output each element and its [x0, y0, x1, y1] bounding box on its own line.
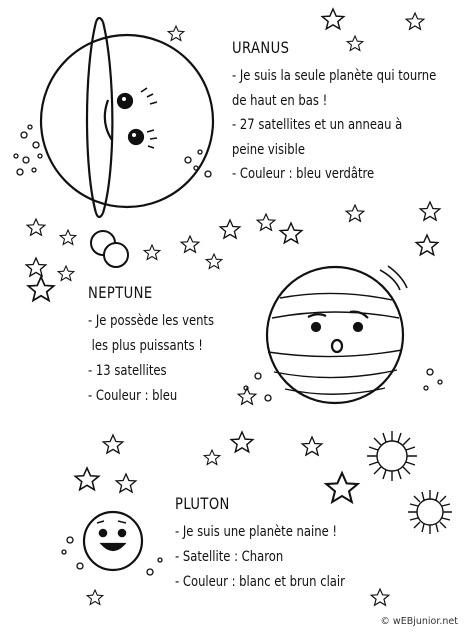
- uranus-planet-icon: [41, 18, 213, 217]
- charon-moon-icon: [91, 231, 128, 267]
- pluton-planet-icon: [84, 512, 142, 570]
- site-credit: © wEBjunior.net: [380, 616, 458, 627]
- neptune-planet-icon: [267, 266, 407, 403]
- neptune-facts: [88, 309, 246, 409]
- fact-line: les plus puissants !: [88, 338, 203, 354]
- fact-line: - Je suis une planète naine !: [175, 524, 338, 540]
- uranus-title: URANUS: [232, 38, 290, 57]
- fact-line: - Couleur : blanc et brun clair: [175, 574, 345, 590]
- fact-line: peine visible: [232, 141, 305, 158]
- fact-line: - 13 satellites: [88, 363, 167, 379]
- fact-line: - Couleur : bleu: [88, 388, 178, 404]
- fact-line: - 27 satellites et un anneau à: [232, 117, 403, 133]
- uranus-facts: [232, 64, 474, 187]
- pluton-facts: [175, 520, 387, 595]
- fact-line: - Je possède les vents: [88, 313, 215, 329]
- pluton-title: PLUTON: [175, 494, 230, 513]
- fact-line: de haut en bas !: [232, 92, 328, 109]
- fact-line: - Je suis la seule planète qui tourne: [232, 68, 437, 84]
- neptune-info: [88, 283, 246, 409]
- uranus-info: [232, 38, 474, 187]
- fact-line: - Couleur : bleu verdâtre: [232, 166, 375, 182]
- neptune-title: NEPTUNE: [88, 283, 153, 302]
- fact-line: - Satellite : Charon: [175, 549, 284, 565]
- pluton-info: [175, 494, 387, 595]
